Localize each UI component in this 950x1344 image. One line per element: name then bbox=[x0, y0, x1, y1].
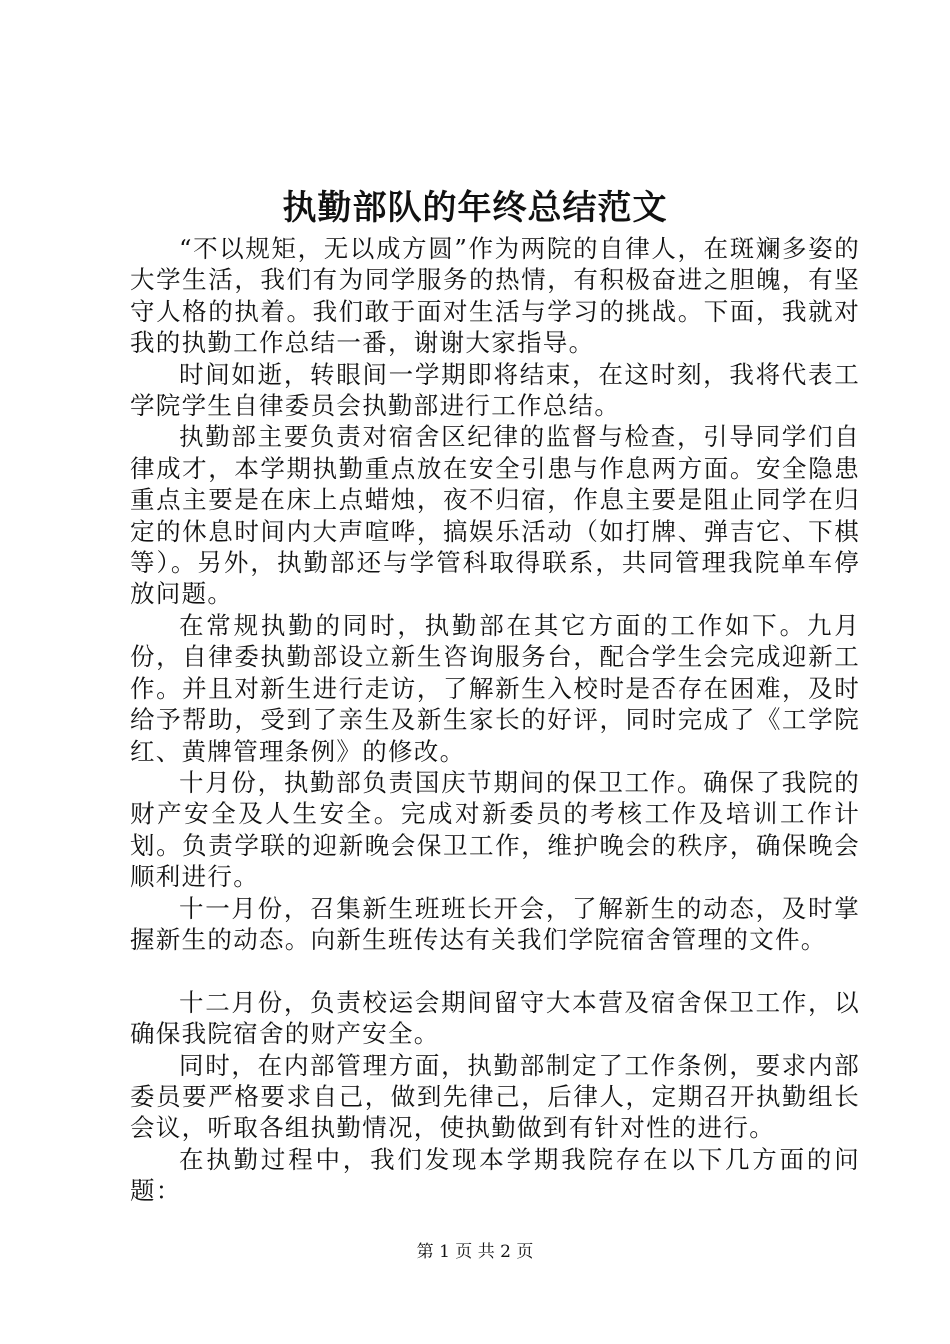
page-title: 执勤部队的年终总结范文 bbox=[282, 188, 668, 228]
paragraph-intro: “不以规矩，无以成方圆”作为两院的自律人，在斑斓多姿的大学生活，我们有为同学服务的热情，有积极奋进之胆魄，有坚守人格的执着。我们敢于面对生活与学习的挑战。下面，我就对我的执勤工作总结一番，谢谢大家指导。 bbox=[130, 234, 860, 358]
page-footer: 第 1 页 共 2 页 bbox=[416, 1242, 534, 1262]
document-body bbox=[130, 233, 860, 1207]
paragraph-october: 十月份，执勤部负责国庆节期间的保卫工作。确保了我院的财产安全及人生安全。完成对新委员的考核工作及培训工作计划。负责学联的迎新晚会保卫工作，维护晚会的秩序，确保晚会顺利进行。 bbox=[130, 767, 860, 892]
paragraph-september: 在常规执勤的同时，执勤部在其它方面的工作如下。九月份，自律委执勤部设立新生咨询服务台，配合学生会完成迎新工作。并且对新生进行走访，了解新生入校时是否存在困难，及时给予帮助，受到了亲生及新生家长的好评，同时完成了《工学院红、黄牌管理条例》的修改。 bbox=[130, 610, 860, 766]
paragraph-november: 十一月份，召集新生班班长开会，了解新生的动态，及时掌握新生的动态。向新生班传达有关我们学院宿舍管理的文件。 bbox=[130, 893, 860, 954]
paragraph-problems: 在执勤过程中，我们发现本学期我院存在以下几方面的问题： bbox=[130, 1144, 860, 1206]
paragraph-december: 十二月份，负责校运会期间留守大本营及宿舍保卫工作，以确保我院宿舍的财产安全。 bbox=[130, 987, 860, 1049]
paragraph-internal-management: 同时，在内部管理方面，执勤部制定了工作条例，要求内部委员要严格要求自己，做到先律己，后律人，定期召开执勤组长会议，听取各组执勤情况，使执勤做到有针对性的进行。 bbox=[130, 1050, 860, 1143]
paragraph-duties: 执勤部主要负责对宿舍区纪律的监督与检查，引导同学们自律成才，本学期执勤重点放在安全引患与作息两方面。安全隐患重点主要是在床上点蜡烛，夜不归宿，作息主要是阻止同学在归定的休息时间内大声喧哗，搞娱乐活动（如打牌、弹吉它、下棋等）。另外，执勤部还与学管科取得联系，共同管理我院单车停放问题。 bbox=[130, 422, 860, 609]
paragraph-time: 时间如逝，转眼间一学期即将结束，在这时刻，我将代表工学院学生自律委员会执勤部进行工作总结。 bbox=[130, 359, 860, 421]
